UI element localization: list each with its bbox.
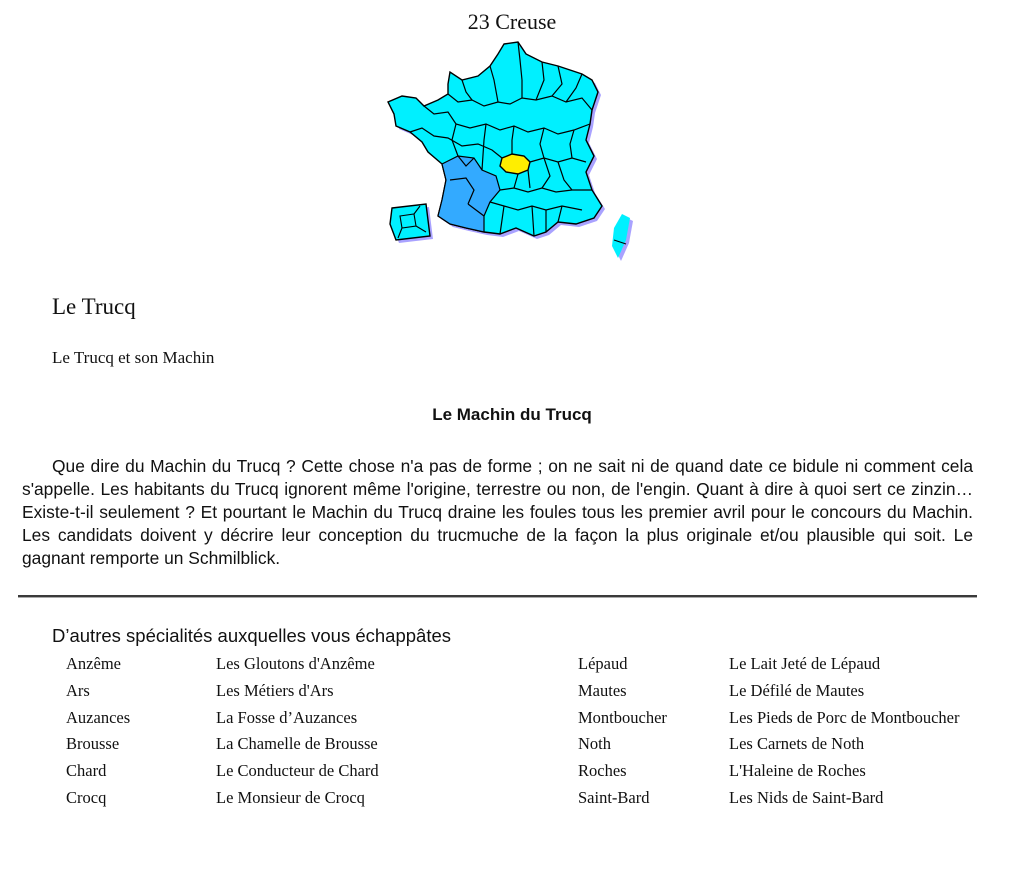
specialty-name: Le Monsieur de Crocq	[216, 787, 365, 807]
specialty-town: Lépaud	[578, 654, 628, 673]
specialty-name: Les Pieds de Porc de Montboucher	[729, 707, 960, 727]
specialty-town: Brousse	[66, 734, 120, 754]
article-title: Le Machin du Trucq	[432, 405, 592, 424]
specialty-town: Saint-Bard	[578, 787, 650, 807]
department-title: 23 Creuse	[467, 9, 557, 34]
specialty-town: Chard	[66, 761, 107, 781]
specialty-town: Crocq	[66, 787, 107, 807]
france-map	[386, 40, 642, 264]
article-body: Que dire du Machin du Trucq ? Cette chose n'a pas de forme ; on ne sait ni de quand date ce bidule ni comment cela s'appelle. Les habitants du Trucq ignorent même l'origine, terrestre ou non, de l'engin. Quant à dire à quoi sert ce zinzin… Existe-t-il seulement ? Et pourtant le Machin du Trucq draine les foules tous les premier avril pour le concours du Machin. Les candidats doivent y décrire leur conception du trucmuche de la façon la plus originale et/ou plausible qui soit. Le gagnant remporte un Schmilblick.	[22, 456, 973, 568]
place-subtitle: Le Trucq et son Machin	[52, 348, 215, 367]
specialty-name: Le Lait Jeté de Lépaud	[729, 654, 881, 673]
specialty-name: Les Métiers d'Ars	[216, 680, 334, 700]
specialty-town: Anzême	[66, 654, 121, 673]
specialty-town: Montboucher	[578, 707, 667, 727]
map-inset-box	[390, 204, 430, 240]
specialty-name: L'Haleine de Roches	[729, 761, 866, 781]
specialty-name: Le Défilé de Mautes	[729, 680, 865, 700]
specialty-town: Roches	[578, 761, 627, 781]
specialty-name: Le Conducteur de Chard	[216, 761, 379, 781]
specialty-name: La Chamelle de Brousse	[216, 734, 378, 754]
specialty-name: La Fosse d’Auzances	[216, 707, 358, 727]
horizontal-divider	[18, 595, 977, 598]
specialty-name: Les Nids de Saint-Bard	[729, 787, 884, 807]
specialty-town: Mautes	[578, 680, 627, 700]
specialty-town: Ars	[66, 680, 90, 700]
specialty-town: Auzances	[66, 707, 131, 727]
specialties-heading: D’autres spécialités auxquelles vous échappâtes	[52, 625, 452, 646]
place-title: Le Trucq	[52, 294, 136, 319]
specialty-name: Les Carnets de Noth	[729, 734, 865, 754]
specialty-name: Les Gloutons d'Anzême	[216, 654, 375, 673]
map-highlight-creuse	[500, 154, 530, 174]
specialty-town: Noth	[578, 734, 611, 754]
